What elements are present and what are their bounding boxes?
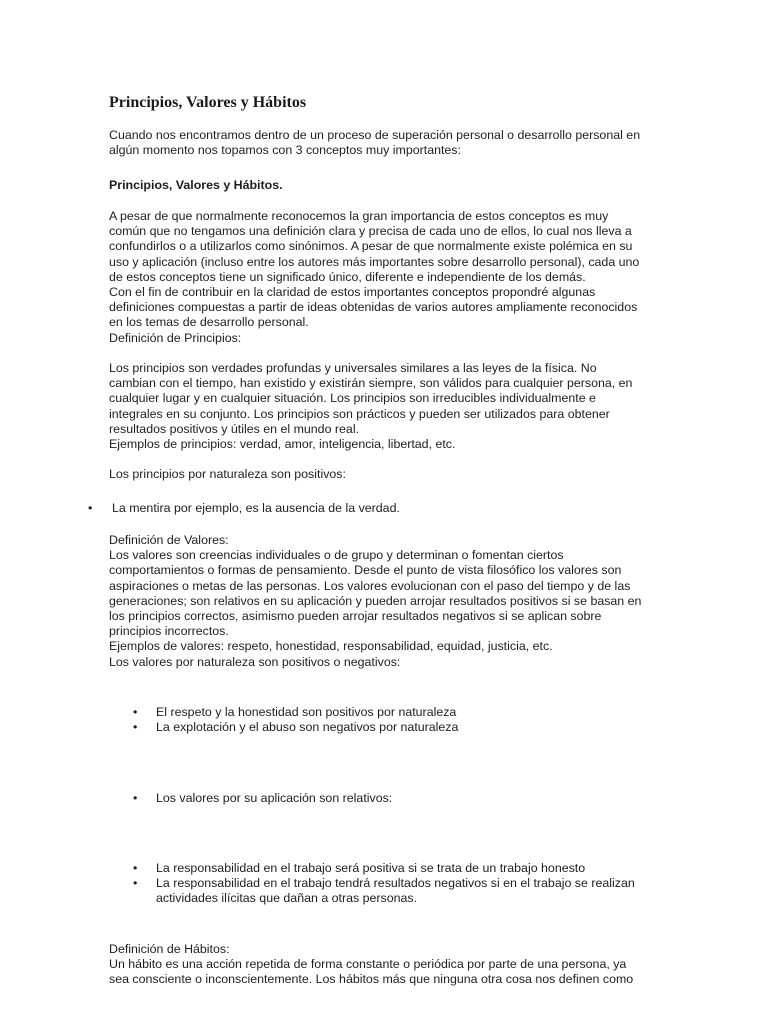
list-item bbox=[130, 720, 650, 735]
bullet-list-relativos bbox=[130, 791, 650, 806]
text-line: cualquier lugar y en cualquier situación. Los principios son irreducibles individualmente e bbox=[109, 391, 596, 406]
text-line: Los valores por naturaleza son positivos o negativos: bbox=[109, 654, 401, 669]
list-item-text: La responsabilidad en el trabajo tendrá resultados negativos si en el trabajo se realizan actividades ilícitas que dañan a otras personas. bbox=[156, 876, 635, 906]
text-line: Los valores son creencias individuales o de grupo y determinan o fomentan ciertos bbox=[109, 548, 564, 563]
text-line: generaciones; son relativos en su aplicación y pueden arrojar resultados positivos si se basan en bbox=[109, 593, 642, 608]
list-item-text: La responsabilidad en el trabajo será positiva si se trata de un trabajo honesto bbox=[156, 861, 586, 875]
paragraph-valores bbox=[109, 533, 659, 670]
text-line: A pesar de que normalmente reconocemos la gran importancia de estos conceptos es muy bbox=[109, 209, 609, 223]
bullet-list-mentira bbox=[85, 501, 400, 516]
text-line: Ejemplos de principios: verdad, amor, inteligencia, libertad, etc. bbox=[109, 437, 456, 452]
list-item-text: La mentira por ejemplo, es la ausencia de la verdad. bbox=[112, 501, 400, 515]
bullet-icon: • bbox=[88, 501, 93, 515]
bullet-list-naturaleza bbox=[130, 705, 650, 735]
document-title: Principios, Valores y Hábitos bbox=[109, 94, 307, 111]
list-item bbox=[130, 861, 650, 876]
section-heading-principios: Definición de Principios: bbox=[109, 330, 242, 345]
text-line: integrales en su conjunto. Los principios son prácticos y pueden ser utilizados para obtener bbox=[109, 406, 610, 421]
principios-positivos: Los principios por naturaleza son positivos: bbox=[109, 467, 346, 481]
list-item bbox=[85, 501, 400, 516]
list-item-text: La explotación y el abuso son negativos por naturaleza bbox=[156, 720, 459, 735]
text-line: en los temas de desarrollo personal. bbox=[109, 315, 309, 330]
bullet-list-responsabilidad bbox=[130, 861, 650, 907]
paragraph-principios bbox=[109, 361, 659, 452]
text-line: confundirlos o a utilizarlos como sinónimos. A pesar de que normalmente existe polémica en su bbox=[109, 239, 633, 254]
list-item-text: El respeto y la honestidad son positivos por naturaleza bbox=[156, 705, 457, 719]
text-line: cambian con el tiempo, han existido y existirán siempre, son válidos para cualquier persona, en bbox=[109, 376, 633, 391]
paragraph-habitos bbox=[109, 942, 659, 988]
text-line: comportamientos o formas de pensamiento. Desde el punto de vista filosófico los valores son bbox=[109, 563, 622, 578]
text-line: sea consciente o inconscientemente. Los hábitos más que ninguna otra cosa nos definen como bbox=[109, 972, 634, 987]
list-item bbox=[130, 876, 650, 906]
text-line: Los principios son verdades profundas y universales similares a las leyes de la física. No bbox=[109, 361, 597, 375]
text-line: Ejemplos de valores: respeto, honestidad, responsabilidad, equidad, justicia, etc. bbox=[109, 639, 553, 654]
intro-paragraph bbox=[109, 128, 659, 158]
text-line: común que no tengamos una definición clara y precisa de cada uno de ellos, lo cual nos lleva a bbox=[109, 224, 632, 239]
section-heading-valores: Definición de Valores: bbox=[109, 533, 229, 547]
bullet-icon: • bbox=[133, 705, 138, 719]
bullet-icon: • bbox=[133, 876, 138, 891]
text-line: definiciones compuestas a partir de ideas obtenidas de varios autores ampliamente reconocidos bbox=[109, 300, 638, 315]
list-item-text: Los valores por su aplicación son relativos: bbox=[156, 791, 393, 805]
bullet-icon: • bbox=[133, 861, 138, 875]
bullet-icon: • bbox=[133, 720, 138, 735]
paragraph-definitions-intro bbox=[109, 209, 659, 346]
list-item bbox=[130, 791, 650, 806]
text-line: los principios correctos, asimismo pueden arrojar resultados negativos si se aplican sobre bbox=[109, 609, 602, 624]
text-line: de estos conceptos tiene un significado único, diferente e independiente de los demás. bbox=[109, 269, 586, 284]
text-line: principios incorrectos. bbox=[109, 624, 229, 639]
text-line: uso y aplicación (incluso entre los autores más importantes sobre desarrollo personal), cada uno bbox=[109, 254, 640, 269]
text-line: aspiraciones o metas de las personas. Los valores evolucionan con el paso del tiempo y de las bbox=[109, 578, 631, 593]
intro-text: Cuando nos encontramos dentro de un proceso de superación personal o desarrollo personal en algún momento nos topamos con 3 conceptos muy importantes: bbox=[109, 128, 641, 158]
text-line: Un hábito es una acción repetida de forma constante o periódica por parte de una persona, ya bbox=[109, 957, 627, 972]
text-line: Con el fin de contribuir en la claridad de estos importantes conceptos propondré algunas bbox=[109, 285, 596, 300]
section-heading-habitos: Definición de Hábitos: bbox=[109, 942, 230, 956]
subtitle: Principios, Valores y Hábitos. bbox=[109, 178, 283, 192]
list-item bbox=[130, 705, 650, 720]
bullet-icon: • bbox=[133, 791, 138, 805]
text-line: resultados positivos y útiles en el mundo real. bbox=[109, 421, 360, 436]
